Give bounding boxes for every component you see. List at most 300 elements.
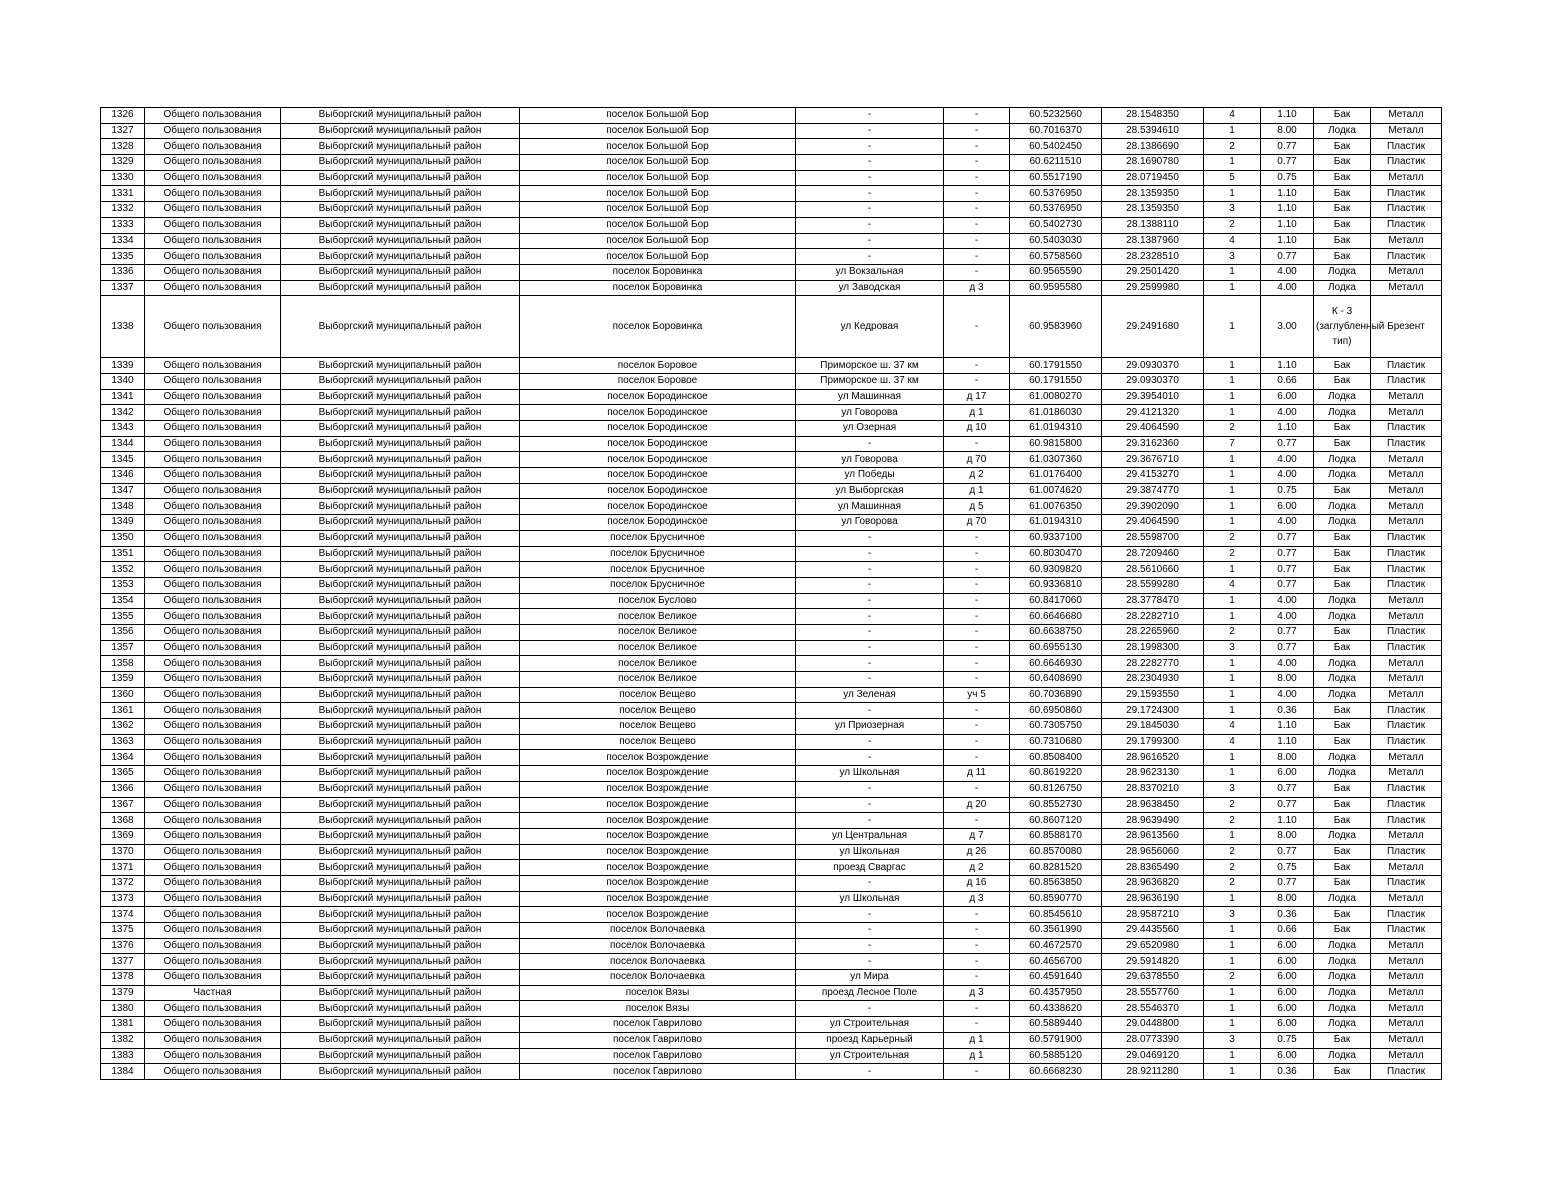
container-material-cell: Пластик: [1371, 1064, 1442, 1080]
table-row: [101, 875, 1442, 891]
settlement-cell: поселок Бородинское: [520, 468, 796, 484]
row-number-cell: 1339: [101, 358, 145, 374]
district-cell: Выборгский муниципальный район: [281, 624, 520, 640]
street-cell: -: [796, 436, 944, 452]
container-material-cell: Пластик: [1371, 436, 1442, 452]
container-count-cell: 5: [1204, 170, 1261, 186]
settlement-cell: поселок Гаврилово: [520, 1064, 796, 1080]
container-material-cell: Металл: [1371, 499, 1442, 515]
longitude-cell: 28.9636820: [1102, 875, 1204, 891]
latitude-cell: 60.6211510: [1010, 155, 1102, 171]
table-row: [101, 515, 1442, 531]
district-cell: Выборгский муниципальный район: [281, 389, 520, 405]
table-row: [101, 672, 1442, 688]
container-material-cell: Пластик: [1371, 139, 1442, 155]
table-row: [101, 828, 1442, 844]
container-type-cell: Лодка: [1314, 750, 1371, 766]
usage-type-cell: Частная: [145, 985, 281, 1001]
settlement-cell: поселок Великое: [520, 656, 796, 672]
container-count-cell: 4: [1204, 719, 1261, 735]
latitude-cell: 60.6955130: [1010, 640, 1102, 656]
house-cell: -: [944, 907, 1010, 923]
usage-type-cell: Общего пользования: [145, 389, 281, 405]
district-cell: Выборгский муниципальный район: [281, 202, 520, 218]
container-type-cell: Бак: [1314, 530, 1371, 546]
district-cell: Выборгский муниципальный район: [281, 1017, 520, 1033]
district-cell: Выборгский муниципальный район: [281, 734, 520, 750]
latitude-cell: 60.4357950: [1010, 985, 1102, 1001]
container-type-cell: Лодка: [1314, 280, 1371, 296]
container-count-cell: 2: [1204, 970, 1261, 986]
usage-type-cell: Общего пользования: [145, 1001, 281, 1017]
table-row: [101, 170, 1442, 186]
house-cell: -: [944, 233, 1010, 249]
street-cell: ул Зеленая: [796, 687, 944, 703]
house-cell: д 70: [944, 515, 1010, 531]
settlement-cell: поселок Вязы: [520, 985, 796, 1001]
street-cell: -: [796, 1001, 944, 1017]
container-type-cell: Бак: [1314, 202, 1371, 218]
row-number-cell: 1352: [101, 562, 145, 578]
district-cell: Выборгский муниципальный район: [281, 577, 520, 593]
longitude-cell: 28.0719450: [1102, 170, 1204, 186]
street-cell: ул Кедровая: [796, 296, 944, 358]
container-material-cell: Брезент: [1371, 296, 1442, 358]
container-type-cell: Лодка: [1314, 123, 1371, 139]
container-volume-cell: 1.10: [1261, 108, 1314, 124]
usage-type-cell: Общего пользования: [145, 436, 281, 452]
container-material-cell: Металл: [1371, 123, 1442, 139]
table-row: [101, 186, 1442, 202]
row-number-cell: 1347: [101, 483, 145, 499]
latitude-cell: 60.1791550: [1010, 358, 1102, 374]
row-number-cell: 1346: [101, 468, 145, 484]
table-row: [101, 358, 1442, 374]
longitude-cell: 29.3874770: [1102, 483, 1204, 499]
house-cell: д 1: [944, 483, 1010, 499]
table-row: [101, 813, 1442, 829]
container-count-cell: 3: [1204, 1032, 1261, 1048]
house-cell: уч 5: [944, 687, 1010, 703]
district-cell: Выборгский муниципальный район: [281, 421, 520, 437]
usage-type-cell: Общего пользования: [145, 954, 281, 970]
container-count-cell: 1: [1204, 954, 1261, 970]
table-row: [101, 624, 1442, 640]
container-volume-cell: 8.00: [1261, 123, 1314, 139]
container-material-cell: Пластик: [1371, 875, 1442, 891]
container-volume-cell: 1.10: [1261, 719, 1314, 735]
district-cell: Выборгский муниципальный район: [281, 860, 520, 876]
container-volume-cell: 1.10: [1261, 421, 1314, 437]
latitude-cell: 60.3561990: [1010, 923, 1102, 939]
usage-type-cell: Общего пользования: [145, 202, 281, 218]
table-row: [101, 970, 1442, 986]
row-number-cell: 1342: [101, 405, 145, 421]
container-material-cell: Металл: [1371, 750, 1442, 766]
container-type-cell: Лодка: [1314, 264, 1371, 280]
usage-type-cell: Общего пользования: [145, 970, 281, 986]
usage-type-cell: Общего пользования: [145, 797, 281, 813]
settlement-cell: поселок Большой Бор: [520, 155, 796, 171]
settlement-cell: поселок Большой Бор: [520, 139, 796, 155]
usage-type-cell: Общего пользования: [145, 938, 281, 954]
house-cell: -: [944, 186, 1010, 202]
usage-type-cell: Общего пользования: [145, 358, 281, 374]
latitude-cell: 61.0074620: [1010, 483, 1102, 499]
container-count-cell: 1: [1204, 452, 1261, 468]
street-cell: -: [796, 781, 944, 797]
container-type-cell: Бак: [1314, 844, 1371, 860]
row-number-cell: 1348: [101, 499, 145, 515]
latitude-cell: 60.9309820: [1010, 562, 1102, 578]
container-volume-cell: 4.00: [1261, 405, 1314, 421]
container-type-cell: Бак: [1314, 734, 1371, 750]
latitude-cell: 60.8417060: [1010, 593, 1102, 609]
container-material-cell: Пластик: [1371, 155, 1442, 171]
usage-type-cell: Общего пользования: [145, 781, 281, 797]
longitude-cell: 29.3902090: [1102, 499, 1204, 515]
container-type-cell: Лодка: [1314, 954, 1371, 970]
table-row: [101, 233, 1442, 249]
house-cell: д 1: [944, 405, 1010, 421]
container-volume-cell: 6.00: [1261, 1001, 1314, 1017]
house-cell: д 2: [944, 860, 1010, 876]
table-row: [101, 1048, 1442, 1064]
container-volume-cell: 1.10: [1261, 202, 1314, 218]
table-row: [101, 202, 1442, 218]
container-volume-cell: 0.77: [1261, 139, 1314, 155]
container-volume-cell: 6.00: [1261, 766, 1314, 782]
street-cell: -: [796, 577, 944, 593]
longitude-cell: 29.6520980: [1102, 938, 1204, 954]
usage-type-cell: Общего пользования: [145, 640, 281, 656]
district-cell: Выборгский муниципальный район: [281, 155, 520, 171]
longitude-cell: 29.3162360: [1102, 436, 1204, 452]
container-count-cell: 1: [1204, 468, 1261, 484]
street-cell: проезд Карьерный: [796, 1032, 944, 1048]
container-type-cell: Лодка: [1314, 1001, 1371, 1017]
container-material-cell: Металл: [1371, 891, 1442, 907]
usage-type-cell: Общего пользования: [145, 217, 281, 233]
street-cell: Приморское ш. 37 км: [796, 373, 944, 389]
house-cell: -: [944, 813, 1010, 829]
latitude-cell: 60.5376950: [1010, 186, 1102, 202]
table-row: [101, 421, 1442, 437]
longitude-cell: 28.1548350: [1102, 108, 1204, 124]
container-volume-cell: 0.75: [1261, 860, 1314, 876]
latitude-cell: 60.8619220: [1010, 766, 1102, 782]
latitude-cell: 61.0176400: [1010, 468, 1102, 484]
container-type-cell: Бак: [1314, 703, 1371, 719]
table-row: [101, 593, 1442, 609]
house-cell: -: [944, 436, 1010, 452]
settlement-cell: поселок Великое: [520, 672, 796, 688]
usage-type-cell: Общего пользования: [145, 264, 281, 280]
container-material-cell: Пластик: [1371, 546, 1442, 562]
settlement-cell: поселок Вязы: [520, 1001, 796, 1017]
table-row: [101, 640, 1442, 656]
street-cell: ул Заводская: [796, 280, 944, 296]
district-cell: Выборгский муниципальный район: [281, 970, 520, 986]
usage-type-cell: Общего пользования: [145, 108, 281, 124]
house-cell: -: [944, 249, 1010, 265]
settlement-cell: поселок Большой Бор: [520, 170, 796, 186]
container-count-cell: 1: [1204, 891, 1261, 907]
container-count-cell: 7: [1204, 436, 1261, 452]
settlement-cell: поселок Возрождение: [520, 828, 796, 844]
container-material-cell: Металл: [1371, 687, 1442, 703]
district-cell: Выборгский муниципальный район: [281, 546, 520, 562]
container-material-cell: Пластик: [1371, 217, 1442, 233]
container-volume-cell: 0.36: [1261, 703, 1314, 719]
settlement-cell: поселок Гаврилово: [520, 1048, 796, 1064]
house-cell: -: [944, 1001, 1010, 1017]
settlement-cell: поселок Большой Бор: [520, 202, 796, 218]
table-row: [101, 797, 1442, 813]
settlement-cell: поселок Вещево: [520, 703, 796, 719]
container-volume-cell: 3.00: [1261, 296, 1314, 358]
container-material-cell: Пластик: [1371, 703, 1442, 719]
container-type-cell: Бак: [1314, 907, 1371, 923]
container-material-cell: Металл: [1371, 452, 1442, 468]
container-material-cell: Пластик: [1371, 202, 1442, 218]
longitude-cell: 29.4435560: [1102, 923, 1204, 939]
district-cell: Выборгский муниципальный район: [281, 938, 520, 954]
district-cell: Выборгский муниципальный район: [281, 656, 520, 672]
row-number-cell: 1360: [101, 687, 145, 703]
longitude-cell: 28.2304930: [1102, 672, 1204, 688]
container-count-cell: 2: [1204, 530, 1261, 546]
container-material-cell: Металл: [1371, 970, 1442, 986]
house-cell: -: [944, 970, 1010, 986]
street-cell: -: [796, 170, 944, 186]
usage-type-cell: Общего пользования: [145, 468, 281, 484]
district-cell: Выборгский муниципальный район: [281, 797, 520, 813]
container-count-cell: 4: [1204, 233, 1261, 249]
container-volume-cell: 0.77: [1261, 844, 1314, 860]
container-type-cell: Бак: [1314, 373, 1371, 389]
longitude-cell: 29.3676710: [1102, 452, 1204, 468]
usage-type-cell: Общего пользования: [145, 750, 281, 766]
usage-type-cell: Общего пользования: [145, 405, 281, 421]
table-row: [101, 891, 1442, 907]
container-count-cell: 1: [1204, 938, 1261, 954]
table-row: [101, 139, 1442, 155]
container-count-cell: 1: [1204, 515, 1261, 531]
house-cell: д 5: [944, 499, 1010, 515]
longitude-cell: 28.0773390: [1102, 1032, 1204, 1048]
table-row: [101, 1032, 1442, 1048]
row-number-cell: 1337: [101, 280, 145, 296]
latitude-cell: 60.6668230: [1010, 1064, 1102, 1080]
table-row: [101, 264, 1442, 280]
container-count-cell: 1: [1204, 280, 1261, 296]
latitude-cell: 60.8545610: [1010, 907, 1102, 923]
district-cell: Выборгский муниципальный район: [281, 781, 520, 797]
container-type-cell: Лодка: [1314, 672, 1371, 688]
house-cell: -: [944, 781, 1010, 797]
latitude-cell: 60.9565590: [1010, 264, 1102, 280]
latitude-cell: 60.8281520: [1010, 860, 1102, 876]
settlement-cell: поселок Бородинское: [520, 421, 796, 437]
latitude-cell: 60.8588170: [1010, 828, 1102, 844]
usage-type-cell: Общего пользования: [145, 624, 281, 640]
district-cell: Выборгский муниципальный район: [281, 186, 520, 202]
longitude-cell: 28.1387960: [1102, 233, 1204, 249]
house-cell: -: [944, 750, 1010, 766]
house-cell: -: [944, 923, 1010, 939]
container-material-cell: Металл: [1371, 766, 1442, 782]
house-cell: -: [944, 954, 1010, 970]
row-number-cell: 1333: [101, 217, 145, 233]
house-cell: -: [944, 373, 1010, 389]
settlement-cell: поселок Возрождение: [520, 766, 796, 782]
street-cell: Приморское ш. 37 км: [796, 358, 944, 374]
house-cell: д 26: [944, 844, 1010, 860]
container-volume-cell: 4.00: [1261, 452, 1314, 468]
house-cell: -: [944, 123, 1010, 139]
latitude-cell: 60.9336810: [1010, 577, 1102, 593]
house-cell: -: [944, 719, 1010, 735]
container-count-cell: 1: [1204, 373, 1261, 389]
latitude-cell: 60.5402730: [1010, 217, 1102, 233]
table-row: [101, 938, 1442, 954]
latitude-cell: 61.0194310: [1010, 515, 1102, 531]
latitude-cell: 60.9337100: [1010, 530, 1102, 546]
container-type-cell: Бак: [1314, 1064, 1371, 1080]
district-cell: Выборгский муниципальный район: [281, 468, 520, 484]
container-material-cell: Металл: [1371, 828, 1442, 844]
container-count-cell: 1: [1204, 499, 1261, 515]
container-count-cell: 3: [1204, 907, 1261, 923]
usage-type-cell: Общего пользования: [145, 123, 281, 139]
house-cell: -: [944, 139, 1010, 155]
table-row: [101, 280, 1442, 296]
usage-type-cell: Общего пользования: [145, 452, 281, 468]
row-number-cell: 1328: [101, 139, 145, 155]
usage-type-cell: Общего пользования: [145, 483, 281, 499]
table-row: [101, 405, 1442, 421]
container-volume-cell: 4.00: [1261, 656, 1314, 672]
house-cell: -: [944, 217, 1010, 233]
container-count-cell: 2: [1204, 421, 1261, 437]
row-number-cell: 1362: [101, 719, 145, 735]
container-count-cell: 3: [1204, 249, 1261, 265]
row-number-cell: 1358: [101, 656, 145, 672]
district-cell: Выборгский муниципальный район: [281, 123, 520, 139]
house-cell: -: [944, 155, 1010, 171]
container-type-cell: Лодка: [1314, 609, 1371, 625]
district-cell: Выборгский муниципальный район: [281, 499, 520, 515]
latitude-cell: 60.8570080: [1010, 844, 1102, 860]
container-count-cell: 1: [1204, 358, 1261, 374]
row-number-cell: 1381: [101, 1017, 145, 1033]
street-cell: -: [796, 703, 944, 719]
street-cell: ул Выборгская: [796, 483, 944, 499]
container-type-cell: Бак: [1314, 624, 1371, 640]
usage-type-cell: Общего пользования: [145, 577, 281, 593]
street-cell: -: [796, 672, 944, 688]
district-cell: Выборгский муниципальный район: [281, 907, 520, 923]
table-row: [101, 530, 1442, 546]
longitude-cell: 28.9656060: [1102, 844, 1204, 860]
container-count-cell: 2: [1204, 860, 1261, 876]
container-volume-cell: 0.66: [1261, 923, 1314, 939]
row-number-cell: 1383: [101, 1048, 145, 1064]
container-volume-cell: 8.00: [1261, 672, 1314, 688]
settlement-cell: поселок Бородинское: [520, 452, 796, 468]
container-count-cell: 1: [1204, 766, 1261, 782]
row-number-cell: 1364: [101, 750, 145, 766]
container-volume-cell: 8.00: [1261, 750, 1314, 766]
street-cell: -: [796, 640, 944, 656]
container-count-cell: 1: [1204, 923, 1261, 939]
table-row: [101, 499, 1442, 515]
latitude-cell: 60.9595580: [1010, 280, 1102, 296]
container-volume-cell: 0.77: [1261, 546, 1314, 562]
container-volume-cell: 4.00: [1261, 515, 1314, 531]
longitude-cell: 29.0469120: [1102, 1048, 1204, 1064]
container-material-cell: Пластик: [1371, 734, 1442, 750]
container-type-cell: Лодка: [1314, 970, 1371, 986]
house-cell: -: [944, 1064, 1010, 1080]
house-cell: д 1: [944, 1048, 1010, 1064]
row-number-cell: 1353: [101, 577, 145, 593]
table-row: [101, 609, 1442, 625]
container-material-cell: Металл: [1371, 264, 1442, 280]
latitude-cell: 60.7036890: [1010, 687, 1102, 703]
district-cell: Выборгский муниципальный район: [281, 985, 520, 1001]
longitude-cell: 28.9616520: [1102, 750, 1204, 766]
container-volume-cell: 0.77: [1261, 640, 1314, 656]
latitude-cell: 61.0194310: [1010, 421, 1102, 437]
container-volume-cell: 6.00: [1261, 1048, 1314, 1064]
longitude-cell: 29.1593550: [1102, 687, 1204, 703]
container-material-cell: Металл: [1371, 609, 1442, 625]
latitude-cell: 60.8590770: [1010, 891, 1102, 907]
house-cell: -: [944, 703, 1010, 719]
latitude-cell: 60.6646680: [1010, 609, 1102, 625]
longitude-cell: 29.4064590: [1102, 515, 1204, 531]
container-volume-cell: 0.77: [1261, 249, 1314, 265]
settlement-cell: поселок Брусничное: [520, 530, 796, 546]
container-material-cell: Металл: [1371, 280, 1442, 296]
container-count-cell: 2: [1204, 797, 1261, 813]
district-cell: Выборгский муниципальный район: [281, 515, 520, 531]
district-cell: Выборгский муниципальный район: [281, 249, 520, 265]
district-cell: Выборгский муниципальный район: [281, 139, 520, 155]
longitude-cell: 28.2282770: [1102, 656, 1204, 672]
row-number-cell: 1334: [101, 233, 145, 249]
container-volume-cell: 1.10: [1261, 358, 1314, 374]
container-count-cell: 4: [1204, 734, 1261, 750]
latitude-cell: 60.8508400: [1010, 750, 1102, 766]
house-cell: д 1: [944, 1032, 1010, 1048]
table-row: [101, 687, 1442, 703]
longitude-cell: 29.3954010: [1102, 389, 1204, 405]
street-cell: ул Школьная: [796, 891, 944, 907]
container-volume-cell: 4.00: [1261, 687, 1314, 703]
district-cell: Выборгский муниципальный район: [281, 891, 520, 907]
container-count-cell: 1: [1204, 1017, 1261, 1033]
longitude-cell: 28.5598700: [1102, 530, 1204, 546]
container-type-cell: Бак: [1314, 860, 1371, 876]
street-cell: ул Говорова: [796, 452, 944, 468]
container-volume-cell: 6.00: [1261, 1017, 1314, 1033]
latitude-cell: 60.4656700: [1010, 954, 1102, 970]
longitude-cell: 29.2501420: [1102, 264, 1204, 280]
longitude-cell: 29.4121320: [1102, 405, 1204, 421]
